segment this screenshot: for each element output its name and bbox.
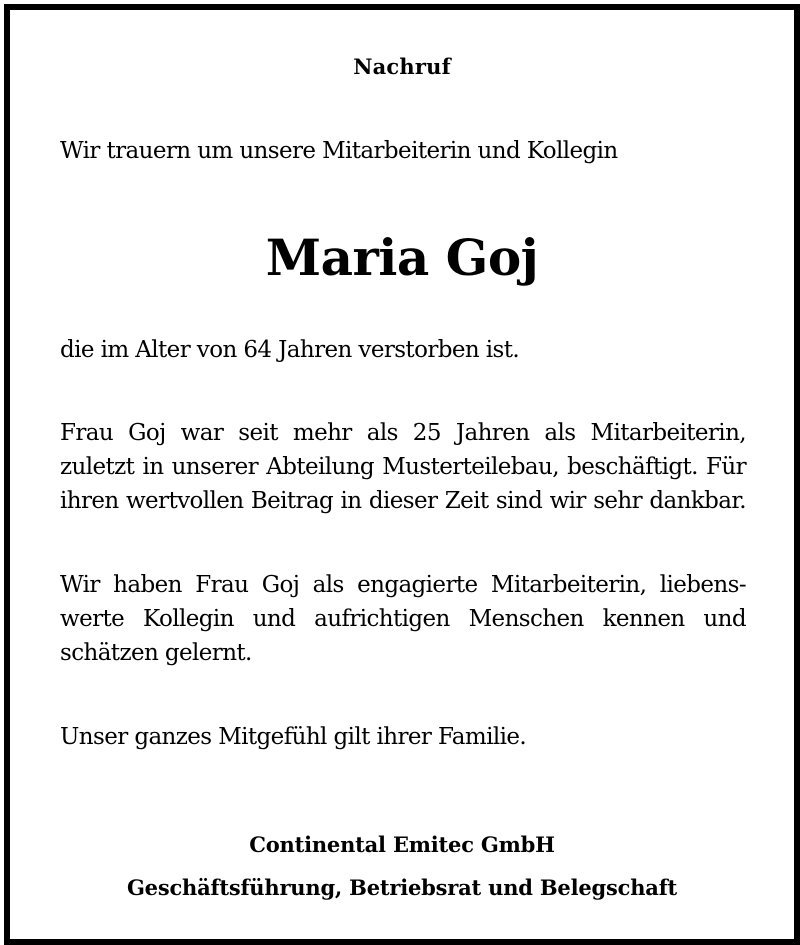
tribute-line-1: Frau Goj war seit mehr als 25 Jahren als Mitarbeiterin,	[60, 420, 746, 446]
tribute-line-2: zuletzt in unserer Abteilung Musterteilebau, beschäftigt. Für	[60, 454, 746, 480]
remembrance-line-3: schätzen gelernt.	[60, 640, 252, 666]
tribute-line-3: ihren wertvollen Beitrag in dieser Zeit sind wir sehr dankbar.	[60, 488, 746, 514]
tribute-paragraph	[60, 416, 746, 518]
remembrance-paragraph	[60, 568, 746, 670]
remembrance-line-1: Wir haben Frau Goj als engagierte Mitarbeiterin, liebens-	[60, 572, 746, 598]
notice-heading: Nachruf	[353, 54, 451, 79]
age-text: die im Alter von 64 Jahren verstorben ist.	[60, 337, 520, 363]
signature-company: Continental Emitec GmbH	[249, 832, 555, 857]
intro-line: Wir trauern um unsere Mitarbeiterin und Kollegin	[60, 138, 618, 164]
closing-line	[60, 720, 746, 754]
age-line	[60, 333, 746, 367]
deceased-name: Maria Goj	[265, 228, 539, 287]
closing-text: Unser ganzes Mitgefühl gilt ihrer Familie.	[60, 724, 527, 750]
remembrance-line-2: werte Kollegin und aufrichtigen Menschen kennen und	[60, 606, 746, 632]
signature-groups: Geschäftsführung, Betriebsrat und Belegschaft	[126, 875, 678, 900]
obituary-notice	[4, 4, 800, 945]
